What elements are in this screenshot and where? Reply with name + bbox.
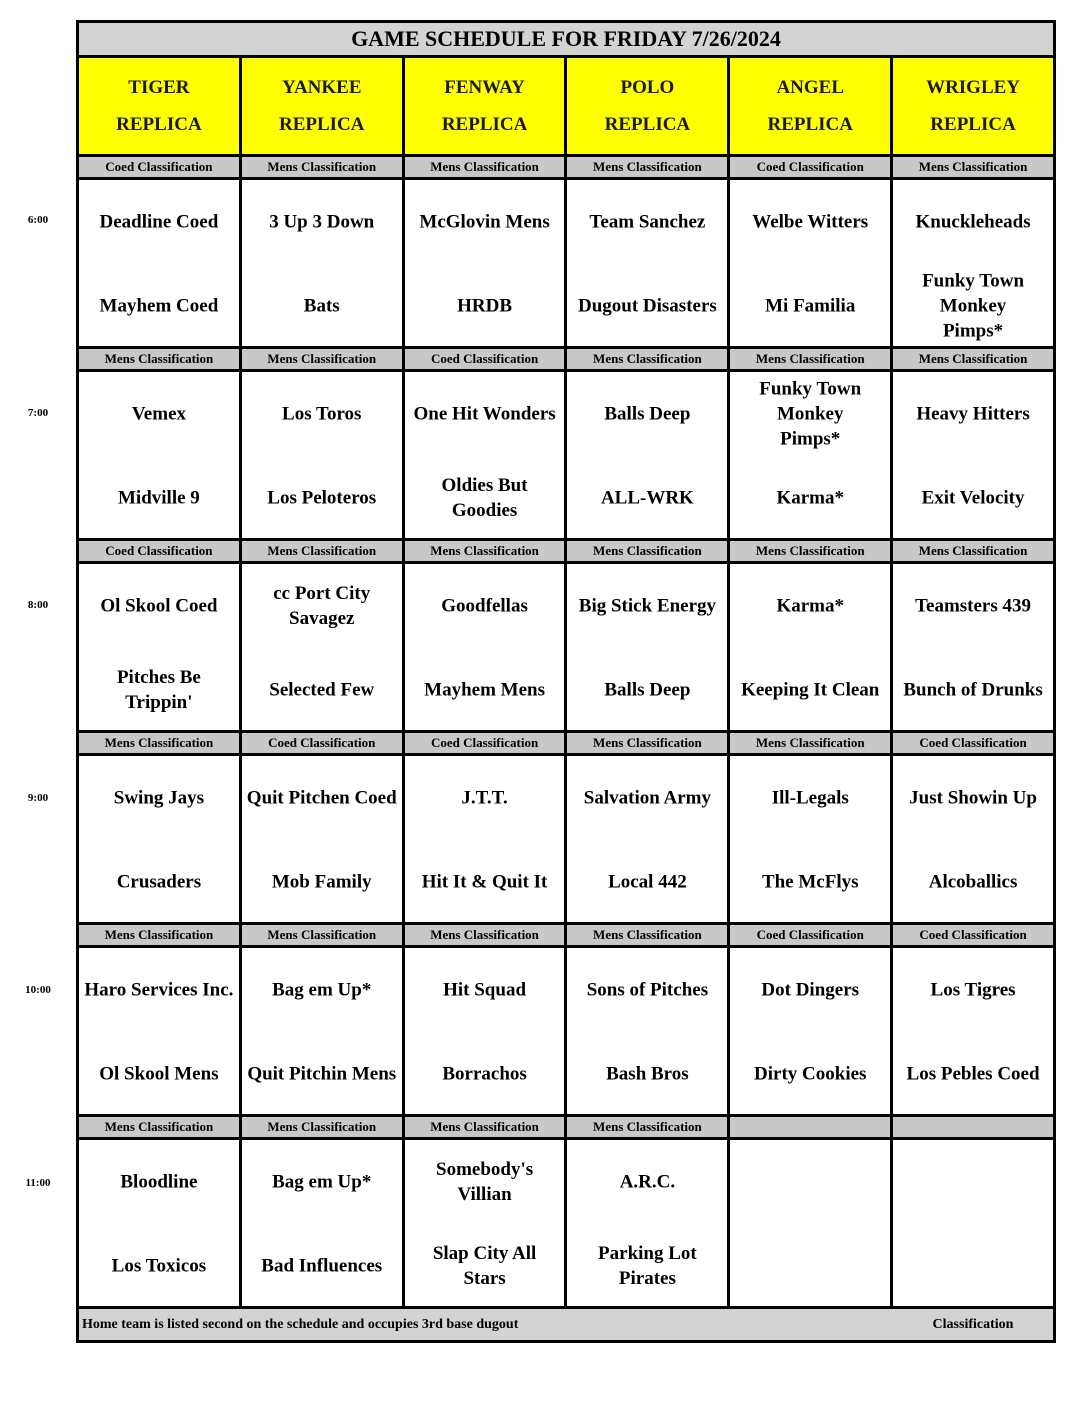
away-team: Goodfellas — [441, 595, 528, 617]
away-team: Karma* — [776, 595, 844, 617]
classification-label: Mens Classification — [239, 349, 402, 369]
away-team: J.T.T. — [461, 787, 508, 809]
home-team: Borrachos — [442, 1063, 527, 1085]
field-name: WRIGLEY — [926, 77, 1021, 98]
home-team: Bats — [303, 295, 340, 317]
footer-classification-label: Classification — [932, 1316, 1014, 1332]
away-team: Funky Town Monkey Pimps* — [759, 378, 862, 450]
game-row — [79, 564, 1053, 733]
slot-time: 11:00 — [25, 1176, 51, 1189]
away-team: Bag em Up* — [272, 979, 372, 1001]
classification-label: Coed Classification — [402, 349, 565, 369]
game-cell — [79, 564, 239, 730]
time-column — [0, 0, 76, 1408]
home-team: Balls Deep — [604, 679, 691, 701]
game-row — [79, 756, 1053, 925]
home-team: Ol Skool Mens — [99, 1063, 219, 1085]
away-team: Bloodline — [120, 1171, 198, 1193]
game-cell — [727, 1140, 890, 1306]
field-name: ANGEL — [776, 77, 845, 98]
home-team: Oldies But Goodies — [441, 475, 528, 521]
classification-label: Mens Classification — [727, 541, 890, 561]
field-name: FENWAY — [444, 77, 525, 98]
home-team: Local 442 — [608, 871, 687, 893]
away-team: Somebody's Villian — [436, 1159, 534, 1205]
home-team: Dugout Disasters — [577, 295, 717, 317]
home-team: Midville 9 — [118, 487, 200, 509]
classification-label: Mens Classification — [402, 925, 565, 945]
game-cell — [79, 372, 239, 538]
field-name: YANKEE — [281, 77, 362, 98]
classification-label: Coed Classification — [79, 157, 239, 177]
away-team: Dot Dingers — [761, 979, 860, 1001]
home-team: Bunch of Drunks — [903, 679, 1043, 701]
home-team: Hit It & Quit It — [421, 871, 548, 893]
game-cell — [79, 180, 239, 346]
classification-label: Coed Classification — [239, 733, 402, 753]
home-team: Slap City All Stars — [432, 1243, 537, 1289]
home-team: Quit Pitchin Mens — [247, 1063, 397, 1085]
home-team: Los Peloteros — [267, 487, 377, 509]
game-cell — [402, 564, 565, 730]
game-cell — [890, 372, 1053, 538]
away-team: Salvation Army — [583, 787, 711, 809]
away-team: Team Sanchez — [589, 211, 706, 233]
classification-label: Mens Classification — [564, 733, 727, 753]
slot-time: 7:00 — [27, 406, 49, 419]
game-cell — [239, 372, 402, 538]
classification-label: Mens Classification — [564, 157, 727, 177]
home-team: Mi Familia — [765, 295, 856, 317]
game-cell — [564, 1140, 727, 1306]
game-cell — [727, 564, 890, 730]
home-team: Karma* — [776, 487, 844, 509]
game-cell — [564, 948, 727, 1114]
away-team: Ill-Legals — [771, 787, 849, 809]
field-name: POLO — [620, 77, 675, 98]
home-team: Bash Bros — [606, 1063, 689, 1085]
game-cell — [239, 756, 402, 922]
game-cell — [890, 756, 1053, 922]
away-team: Knuckleheads — [915, 211, 1031, 233]
game-cell — [564, 372, 727, 538]
away-team: Big Stick Energy — [578, 595, 717, 617]
classification-label: Mens Classification — [564, 349, 727, 369]
game-cell — [402, 180, 565, 346]
classification-label: Mens Classification — [402, 157, 565, 177]
home-team: Bad Influences — [261, 1255, 383, 1277]
home-team: ALL-WRK — [600, 487, 694, 509]
home-team: Parking Lot Pirates — [598, 1243, 697, 1289]
classification-label: Coed Classification — [890, 925, 1053, 945]
classification-label: Mens Classification — [239, 541, 402, 561]
game-row — [79, 948, 1053, 1117]
home-team: Keeping It Clean — [741, 679, 880, 701]
away-team: A.R.C. — [619, 1171, 676, 1193]
slot-time: 9:00 — [27, 791, 49, 804]
slot-time: 8:00 — [27, 599, 49, 611]
classification-label: Mens Classification — [890, 541, 1053, 561]
classification-row — [79, 157, 1053, 180]
classification-label: Mens Classification — [79, 925, 239, 945]
time-slots — [79, 157, 1053, 1309]
away-team: cc Port City Savagez — [273, 583, 371, 629]
home-team: Mayhem Coed — [99, 295, 219, 317]
schedule-footer — [79, 1309, 1053, 1340]
away-team: 3 Up 3 Down — [269, 211, 375, 233]
game-cell — [727, 372, 890, 538]
away-team: Hit Squad — [443, 979, 527, 1001]
field-name: TIGER — [128, 77, 190, 98]
home-team: Los Toxicos — [111, 1255, 207, 1277]
field-subtitle: REPLICA — [116, 114, 202, 135]
game-cell — [564, 564, 727, 730]
away-team: Just Showin Up — [909, 787, 1037, 809]
away-team: Haro Services Inc. — [84, 979, 234, 1001]
field-header-wrigley — [890, 58, 1053, 154]
game-cell — [402, 372, 565, 538]
schedule-table — [76, 20, 1056, 1343]
classification-row — [79, 541, 1053, 564]
game-cell — [727, 180, 890, 346]
away-team: Balls Deep — [604, 403, 691, 425]
home-team: Mob Family — [271, 871, 372, 893]
classification-label: Coed Classification — [79, 541, 239, 561]
classification-label: Mens Classification — [239, 925, 402, 945]
field-subtitle: REPLICA — [441, 114, 528, 135]
away-team: Deadline Coed — [99, 211, 219, 233]
field-header-fenway — [402, 58, 565, 154]
game-cell — [727, 756, 890, 922]
classification-label: Mens Classification — [402, 541, 565, 561]
game-cell — [79, 948, 239, 1114]
field-subtitle: REPLICA — [604, 114, 691, 135]
away-team: Vemex — [131, 403, 186, 425]
classification-label: Mens Classification — [890, 349, 1053, 369]
field-subtitle: REPLICA — [767, 114, 853, 135]
game-cell — [402, 948, 565, 1114]
away-team: Teamsters 439 — [915, 595, 1032, 617]
home-team: Selected Few — [269, 679, 375, 701]
classification-label: Mens Classification — [564, 541, 727, 561]
game-cell — [564, 180, 727, 346]
slot-time: 10:00 — [25, 984, 51, 996]
home-team: Los Pebles Coed — [906, 1063, 1040, 1085]
game-cell — [402, 1140, 565, 1306]
footer-note: Home team is listed second on the schedule and occupies 3rd base dugout — [82, 1316, 519, 1332]
away-team: One Hit Wonders — [413, 403, 556, 425]
away-team: Bag em Up* — [272, 1171, 372, 1193]
field-header-row — [79, 58, 1053, 157]
classification-row — [79, 349, 1053, 372]
classification-label: Mens Classification — [564, 925, 727, 945]
game-cell — [564, 756, 727, 922]
classification-row — [79, 925, 1053, 948]
game-cell — [239, 948, 402, 1114]
classification-label: Coed Classification — [727, 157, 890, 177]
away-team: Sons of Pitches — [586, 979, 709, 1001]
game-cell — [239, 180, 402, 346]
away-team: McGlovin Mens — [419, 211, 550, 233]
classification-label: Mens Classification — [79, 733, 239, 753]
classification-label: Mens Classification — [402, 1117, 565, 1137]
field-subtitle: REPLICA — [278, 114, 365, 135]
away-team: Ol Skool Coed — [100, 595, 218, 617]
classification-row — [79, 733, 1053, 756]
field-header-yankee — [239, 58, 402, 154]
slot-time: 6:00 — [27, 214, 49, 226]
away-team: Quit Pitchen Coed — [246, 787, 397, 809]
home-team: Dirty Cookies — [754, 1063, 867, 1085]
field-subtitle: REPLICA — [930, 114, 1016, 135]
away-team: Los Toros — [282, 403, 362, 425]
classification-label: Coed Classification — [402, 733, 565, 753]
game-cell — [890, 948, 1053, 1114]
home-team: HRDB — [457, 295, 513, 317]
home-team: Exit Velocity — [921, 487, 1025, 509]
classification-label: Mens Classification — [239, 157, 402, 177]
game-cell — [890, 564, 1053, 730]
game-row — [79, 1140, 1053, 1309]
game-cell — [239, 564, 402, 730]
classification-label — [890, 1117, 1053, 1137]
classification-label: Mens Classification — [727, 733, 890, 753]
field-header-tiger — [79, 58, 239, 154]
home-team: Alcoballics — [928, 871, 1018, 893]
game-cell — [727, 948, 890, 1114]
classification-label: Mens Classification — [79, 349, 239, 369]
game-row — [79, 372, 1053, 541]
home-team: Funky Town Monkey Pimps* — [922, 270, 1025, 342]
game-row — [79, 180, 1053, 349]
classification-label — [727, 1117, 890, 1137]
game-cell — [79, 1140, 239, 1306]
away-team: Swing Jays — [113, 787, 205, 809]
classification-label: Mens Classification — [239, 1117, 402, 1137]
home-team: Crusaders — [116, 871, 202, 893]
field-header-angel — [727, 58, 890, 154]
game-cell — [79, 756, 239, 922]
game-cell — [402, 756, 565, 922]
classification-row — [79, 1117, 1053, 1140]
classification-label: Coed Classification — [727, 925, 890, 945]
game-cell — [239, 1140, 402, 1306]
home-team: The McFlys — [761, 871, 859, 893]
classification-label: Mens Classification — [564, 1117, 727, 1137]
classification-label: Mens Classification — [727, 349, 890, 369]
home-team: Mayhem Mens — [424, 679, 545, 701]
away-team: Los Tigres — [930, 979, 1016, 1001]
away-team: Welbe Witters — [752, 211, 869, 233]
classification-label: Coed Classification — [890, 733, 1053, 753]
away-team: Heavy Hitters — [916, 403, 1030, 425]
game-cell — [890, 180, 1053, 346]
classification-label: Mens Classification — [79, 1117, 239, 1137]
classification-label: Mens Classification — [890, 157, 1053, 177]
game-cell — [890, 1140, 1053, 1306]
schedule-title: GAME SCHEDULE FOR FRIDAY 7/26/2024 — [79, 23, 1053, 58]
field-header-polo — [564, 58, 727, 154]
home-team: Pitches Be Trippin' — [116, 667, 201, 713]
